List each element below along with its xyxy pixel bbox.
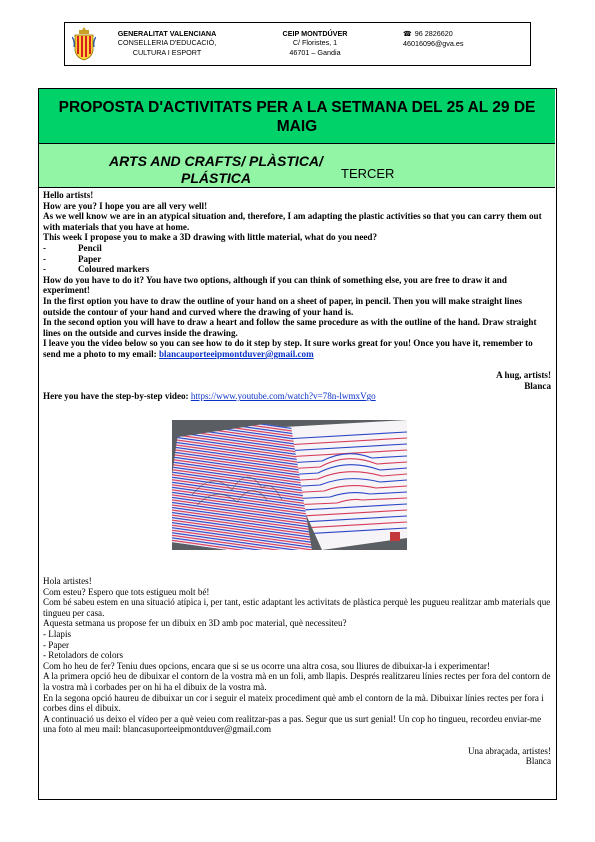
list-item: - Pencil xyxy=(43,242,102,253)
org-name: GENERALITAT VALENCIANA xyxy=(117,29,217,38)
subject-band xyxy=(39,144,555,188)
greeting: Hola artistes! xyxy=(43,576,92,586)
sign-off: A hug, artists! xyxy=(496,370,551,381)
example-photo xyxy=(172,420,407,550)
paragraph: As we well know we are in an atypical situation and, therefore, I am adapting the plastic activities so that you can carry them out with materials that you have at home. xyxy=(43,211,542,232)
school-name: CEIP MONTDÚVER xyxy=(282,29,348,38)
video-line: Here you have the step-by-step video: https://www.youtube.com/watch?v=78n-lwmxVgo xyxy=(43,391,376,402)
phone-icon: ☎ xyxy=(403,31,412,38)
school-city: 46701 – Gandia xyxy=(289,47,341,57)
paragraph: How do you have to do it? You have two options, although if you can think of something else, you are free to draw it and experiment! xyxy=(43,274,507,296)
paragraph: In the second option you will have to draw a heart and follow the same procedure as with the outline of the hand. Draw straight lines on the outside and curves inside the drawing. xyxy=(43,317,537,338)
subject-title: ARTS AND CRAFTS/ PLÀSTICA/ PLÁSTICA xyxy=(109,153,323,186)
paragraph: This week I propose you to make a 3D drawing with little material, what do you need? xyxy=(43,232,378,243)
list-item: - Paper xyxy=(43,253,102,264)
paragraph: A la primera opció heu de dibuixar el contorn de la vostra mà en un foli, amb llapis. Després realitzareu línies rectes per fora del contorn de la vostra mà i corbades per on hi ha el dibuix de la vostra mà. xyxy=(43,671,551,692)
list-item: - Llapis xyxy=(43,628,72,639)
contact-block xyxy=(403,29,523,49)
activity-sheet xyxy=(38,88,557,800)
grade-level: TERCER xyxy=(341,166,395,181)
org-dept-line1: CONSELLERIA D'EDUCACIÓ, xyxy=(117,38,217,48)
email-link[interactable]: blancauporteeipmontduver@gmail.com xyxy=(158,348,314,359)
list-item: - Coloured markers xyxy=(43,264,150,275)
conselleria-block xyxy=(101,29,233,57)
paragraph: Aquesta setmana us propose fer un dibuix en 3D amb poc material, què necessiteu? xyxy=(43,618,347,629)
signature: Blanca xyxy=(524,380,551,391)
sign-off: Una abraçada, artistes! xyxy=(467,745,551,756)
english-section xyxy=(43,190,551,402)
school-address: C/ Floristes, 1 xyxy=(292,38,338,48)
school-phone: 96 2826620 xyxy=(414,29,453,38)
greeting: Hello artists! xyxy=(43,190,94,200)
paragraph: Com bé sabeu estem en una situació atípica i, per tant, estic adaptant les activitats de plàstica perquè les pugueu realitzar amb materials que tingueu per casa. xyxy=(43,597,551,618)
signature: Blanca xyxy=(525,756,551,767)
page-title: PROPOSTA D'ACTIVITATS PER A LA SETMANA DEL 25 AL 29 DE MAIG xyxy=(39,89,555,144)
paragraph: En la segona opció haureu de dibuixar un cor i seguir el mateix procediment què amb el contorn de la mà. Dibuixar línies rectes per fora i corbes dins el dibuix. xyxy=(43,692,544,714)
list-item: - Paper xyxy=(43,639,70,650)
video-link[interactable]: https://www.youtube.com/watch?v=78n-lwmxVgo xyxy=(190,391,376,402)
school-block xyxy=(263,29,367,57)
school-email: 46016096@gva.es xyxy=(403,39,464,49)
paragraph: Com esteu? Espero que tots estigueu molt bé! xyxy=(43,586,210,597)
catalan-section xyxy=(43,576,551,767)
paragraph: I leave you the video below so you can see how to do it step by step. It sure works great for you! Once you have it, remember to send me a photo to my email: blancauporteeipmontduver@gmail.com xyxy=(43,338,533,359)
list-item: - Retoladors de colors xyxy=(43,650,124,661)
generalitat-shield-icon xyxy=(72,27,96,61)
paragraph: In the first option you have to draw the outline of your hand on a sheet of paper, in pencil. Then you will make straight lines outside the contour of your hand and curved where the drawing of your hand is. xyxy=(43,295,523,317)
paragraph: How are you? I hope you are all very well! xyxy=(43,200,208,211)
paragraph: A continuació us deixo el vídeo per a què veieu com realitzar-pas a pas. Segur que us surt genial! Un cop ho tingueu, recordeu enviar-me una foto al meu mail: blancasuporteeipmontduver@gmail.com xyxy=(43,713,542,735)
letterhead xyxy=(64,22,531,66)
org-dept-line2: CULTURA I ESPORT xyxy=(132,47,202,57)
paragraph: Com ho heu de fer? Teniu dues opcions, encara que si se us ocorre una altra cosa, sou lliures de dibuixar-la i experimentar! xyxy=(43,660,490,671)
